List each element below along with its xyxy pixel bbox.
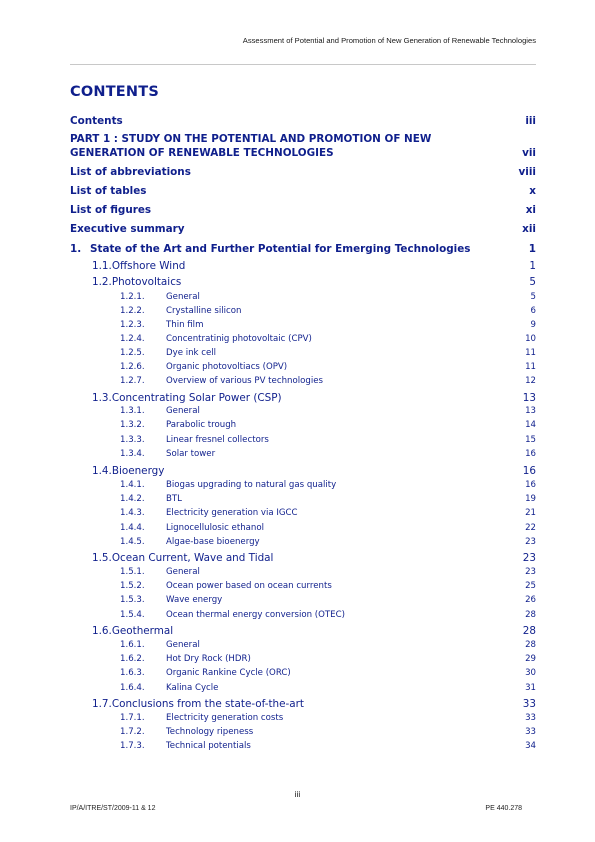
toc-entry-label: General [166,292,200,302]
toc-entry[interactable] [70,276,536,288]
toc-entry[interactable] [70,698,536,710]
toc-entry-title [70,223,185,235]
toc-entry[interactable] [70,581,536,591]
toc-entry-title [120,334,312,344]
toc-entry-title [70,166,191,178]
toc-entry-label: Offshore Wind [111,260,186,272]
toc-entry-title [92,698,304,710]
toc-entry-title [120,523,264,533]
toc-entry[interactable] [70,625,536,637]
toc-entry-page: 9 [530,320,536,330]
toc-entry[interactable] [70,320,536,330]
toc-entry-label: Ocean thermal energy conversion (OTEC) [166,610,345,620]
header-rule [70,64,536,65]
toc-entry-label: Hot Dry Rock (HDR) [166,654,251,664]
toc-entry-title [120,362,287,372]
toc-entry[interactable] [70,668,536,678]
toc-entry-page: 30 [525,668,536,678]
toc-entry-number: 1.4.5. [120,537,145,547]
toc-entry-label: Conclusions from the state-of-the-art [111,698,304,710]
toc-entry-label: General [166,567,200,577]
toc-entry-number: 1.2.1. [120,292,145,302]
toc-entry-title [120,306,241,316]
toc-entry[interactable] [70,508,536,518]
toc-entry-title [120,435,269,445]
toc-entry-label: BTL [166,494,182,504]
toc-entry[interactable] [70,292,536,302]
toc-entry[interactable] [70,334,536,344]
toc-entry-number: 1.5.2. [120,581,145,591]
toc-entry-title [70,185,146,197]
running-header: Assessment of Potential and Promotion of New Generation of Renewable Technologies [242,36,536,45]
toc-entry-number: 1.2.7. [120,376,145,386]
toc-entry-page: 31 [525,683,536,693]
toc-entry-label: Kalina Cycle [166,683,219,693]
toc-entry-page: 16 [525,480,536,490]
toc-entry-title [70,243,470,255]
toc-entry[interactable] [70,552,536,564]
toc-entry-label: Contents [70,115,123,127]
toc-entry-label: Lignocellulosic ethanol [166,523,264,533]
toc-entry-number: 1.2.5. [120,348,145,358]
toc-entry-number: 1.7. [92,698,112,710]
toc-entry-label: Technical potentials [166,741,251,751]
toc-entry-number: 1. [70,243,82,255]
toc-entry-label: Geothermal [111,625,174,637]
toc-entry-page: 16 [522,465,536,477]
toc-entry-title [120,654,251,664]
toc-entry-page: 11 [525,362,536,372]
page-number: iii [294,789,301,799]
toc-entry-label: Concentratinig photovoltaic (CPV) [166,334,312,344]
toc-entry-label: List of figures [70,204,152,216]
toc-entry-page: 23 [522,552,536,564]
toc-entry-page: 33 [522,698,536,710]
toc-entry-page: xi [525,204,536,216]
toc-entry-label: Concentrating Solar Power (CSP) [111,392,282,404]
toc-entry-label: Parabolic trough [166,420,237,430]
toc-entry-number: 1.2.4. [120,334,145,344]
toc-entry-title [120,420,236,430]
toc-entry[interactable] [70,713,536,723]
toc-entry-page: 28 [522,625,536,637]
toc-entry[interactable] [70,376,536,386]
toc-entry-page: 11 [525,348,536,358]
document-code: PE 440.278 [485,805,522,812]
toc-entry-title [70,147,334,159]
page-title: CONTENTS [70,84,159,100]
toc-entry-label: Bioenergy [111,465,165,477]
toc-entry-title [120,348,216,358]
toc-entry-page: x [529,185,536,197]
toc-entry-title [120,683,218,693]
toc-entry-label: Ocean power based on ocean currents [166,581,332,591]
toc-entry[interactable] [70,654,536,664]
toc-entry-page: 15 [525,435,536,445]
document-reference: IP/A/ITRE/ST/2009-11 & 12 [70,805,156,812]
toc-entry[interactable] [70,133,536,145]
toc-entry[interactable] [70,420,536,430]
toc-entry-page: 5 [529,276,536,288]
toc-entry-number: 1.5. [92,552,112,564]
toc-entry-title [120,320,203,330]
toc-entry-page: vii [522,147,536,159]
toc-entry-title [70,204,151,216]
toc-entry-title [92,260,185,272]
toc-entry-title [120,581,332,591]
toc-entry-number: 1.3.3. [120,435,145,445]
toc-entry-page: 34 [525,741,536,751]
toc-entry[interactable] [70,348,536,358]
toc-entry-number: 1.6.1. [120,640,145,650]
toc-entry-number: 1.4. [92,465,112,477]
toc-entry-title [120,480,336,490]
toc-entry-label: Technology ripeness [166,727,254,737]
toc-entry-page: 29 [525,654,536,664]
toc-entry[interactable] [70,595,536,605]
toc-entry-label: GENERATION OF RENEWABLE TECHNOLOGIES [70,147,334,159]
toc-entry-page: 22 [525,523,536,533]
toc-entry-title [120,406,200,416]
toc-entry[interactable] [70,683,536,693]
toc-entry-number: 1.3. [92,392,112,404]
toc-entry[interactable] [70,523,536,533]
toc-entry-label: Thin film [166,320,204,330]
toc-entry-label: Executive summary [70,223,185,235]
toc-entry-title [120,376,323,386]
toc-entry-number: 1.7.2. [120,727,145,737]
toc-entry-page: 5 [530,292,536,302]
toc-entry-page: 28 [525,640,536,650]
toc-entry-title [120,640,200,650]
toc-entry-page: 25 [525,581,536,591]
toc-entry-title [92,625,173,637]
toc-entry-label: Electricity generation via IGCC [166,508,298,518]
toc-entry-title [120,610,345,620]
toc-entry-number: 1.7.3. [120,741,145,751]
toc-entry-page: iii [525,115,536,127]
toc-entry-page: viii [518,166,536,178]
toc-entry-title [92,392,282,404]
toc-entry-label: Dye ink cell [166,348,217,358]
toc-entry-page: 1 [528,243,536,255]
toc-entry-number: 1.3.1. [120,406,145,416]
toc-entry-title [92,552,273,564]
toc-entry-label: Organic photovoltiacs (OPV) [166,362,288,372]
toc-entry[interactable] [70,406,536,416]
toc-entry-number: 1.4.1. [120,480,145,490]
toc-entry[interactable] [70,727,536,737]
toc-entry-label: PART 1 : STUDY ON THE POTENTIAL AND PROMOTION OF NEW [70,133,432,145]
toc-entry[interactable] [70,204,536,216]
toc-entry-page: 14 [525,420,536,430]
toc-entry-number: 1.6. [92,625,112,637]
toc-entry-title [120,449,215,459]
toc-entry-title [120,494,182,504]
toc-entry-number: 1.5.4. [120,610,145,620]
toc-entry-label: Wave energy [166,595,223,605]
toc-entry-page: 26 [525,595,536,605]
toc-entry-number: 1.7.1. [120,713,145,723]
toc-entry-page: 13 [522,392,536,404]
toc-entry-number: 1.4.4. [120,523,145,533]
toc-entry-page: 12 [525,376,536,386]
toc-entry-title [92,465,164,477]
toc-entry[interactable] [70,494,536,504]
toc-entry-title [120,567,200,577]
toc-entry[interactable] [70,567,536,577]
toc-entry[interactable] [70,260,536,272]
toc-entry-number: 1.5.1. [120,567,145,577]
toc-entry-label: List of abbreviations [70,166,191,178]
toc-entry-number: 1.3.4. [120,449,145,459]
toc-entry-title [70,115,123,127]
toc-entry[interactable] [70,362,536,372]
toc-entry-label: Photovoltaics [111,276,182,288]
toc-entry[interactable] [70,147,536,159]
toc-entry-page: 13 [525,406,536,416]
toc-entry[interactable] [70,392,536,404]
toc-entry[interactable] [70,741,536,751]
toc-entry-page: 10 [525,334,536,344]
toc-entry[interactable] [70,449,536,459]
toc-entry-page: 28 [525,610,536,620]
toc-entry[interactable] [70,115,536,127]
toc-entry-number: 1.2.6. [120,362,145,372]
toc-entry[interactable] [70,243,536,255]
toc-entry-number: 1.4.2. [120,494,145,504]
toc-entry-number: 1.2.3. [120,320,145,330]
toc-entry-label: Overview of various PV technologies [166,376,323,386]
toc-entry-number: 1.6.4. [120,683,145,693]
toc-entry[interactable] [70,435,536,445]
toc-entry-label: List of tables [70,185,147,197]
toc-entry[interactable] [70,640,536,650]
toc-entry-label: State of the Art and Further Potential for Emerging Technologies [90,243,471,255]
toc-entry-label: Ocean Current, Wave and Tidal [111,552,274,564]
toc-entry[interactable] [70,537,536,547]
toc-entry-title [120,713,283,723]
toc-entry-page: 33 [525,713,536,723]
toc-entry[interactable] [70,223,536,235]
toc-entry[interactable] [70,306,536,316]
toc-entry-label: Organic Rankine Cycle (ORC) [166,668,291,678]
toc-entry-title [120,595,222,605]
toc-entry-label: Crystalline silicon [166,306,242,316]
toc-entry-title [70,133,431,145]
toc-entry-page: 23 [525,567,536,577]
toc-entry-number: 1.6.2. [120,654,145,664]
toc-entry-label: General [166,406,200,416]
toc-entry-number: 1.6.3. [120,668,145,678]
toc-entry-title [120,741,251,751]
toc-entry-page: 16 [525,449,536,459]
toc-entry-page: 1 [529,260,536,272]
toc-entry-label: Algae-base bioenergy [166,537,260,547]
toc-entry-title [92,276,181,288]
toc-entry-title [120,508,298,518]
toc-entry[interactable] [70,610,536,620]
toc-entry-page: xii [522,223,536,235]
toc-entry-label: Solar tower [166,449,216,459]
toc-entry-number: 1.1. [92,260,112,272]
toc-entry-title [120,668,291,678]
toc-entry-page: 6 [530,306,536,316]
toc-entry-label: General [166,640,200,650]
toc-entry[interactable] [70,185,536,197]
toc-entry-label: Linear fresnel collectors [166,435,269,445]
toc-entry-page: 33 [525,727,536,737]
toc-entry-number: 1.2. [92,276,112,288]
toc-entry[interactable] [70,480,536,490]
toc-entry-title [120,727,253,737]
toc-entry-page: 23 [525,537,536,547]
toc-entry-number: 1.3.2. [120,420,145,430]
toc-entry-title [120,292,200,302]
toc-entry[interactable] [70,465,536,477]
toc-entry[interactable] [70,166,536,178]
toc-entry-number: 1.5.3. [120,595,145,605]
toc-entry-page: 19 [525,494,536,504]
toc-entry-label: Biogas upgrading to natural gas quality [166,480,337,490]
toc-entry-number: 1.2.2. [120,306,145,316]
toc-entry-number: 1.4.3. [120,508,145,518]
toc-entry-page: 21 [525,508,536,518]
toc-entry-title [120,537,260,547]
toc-entry-label: Electricity generation costs [166,713,284,723]
